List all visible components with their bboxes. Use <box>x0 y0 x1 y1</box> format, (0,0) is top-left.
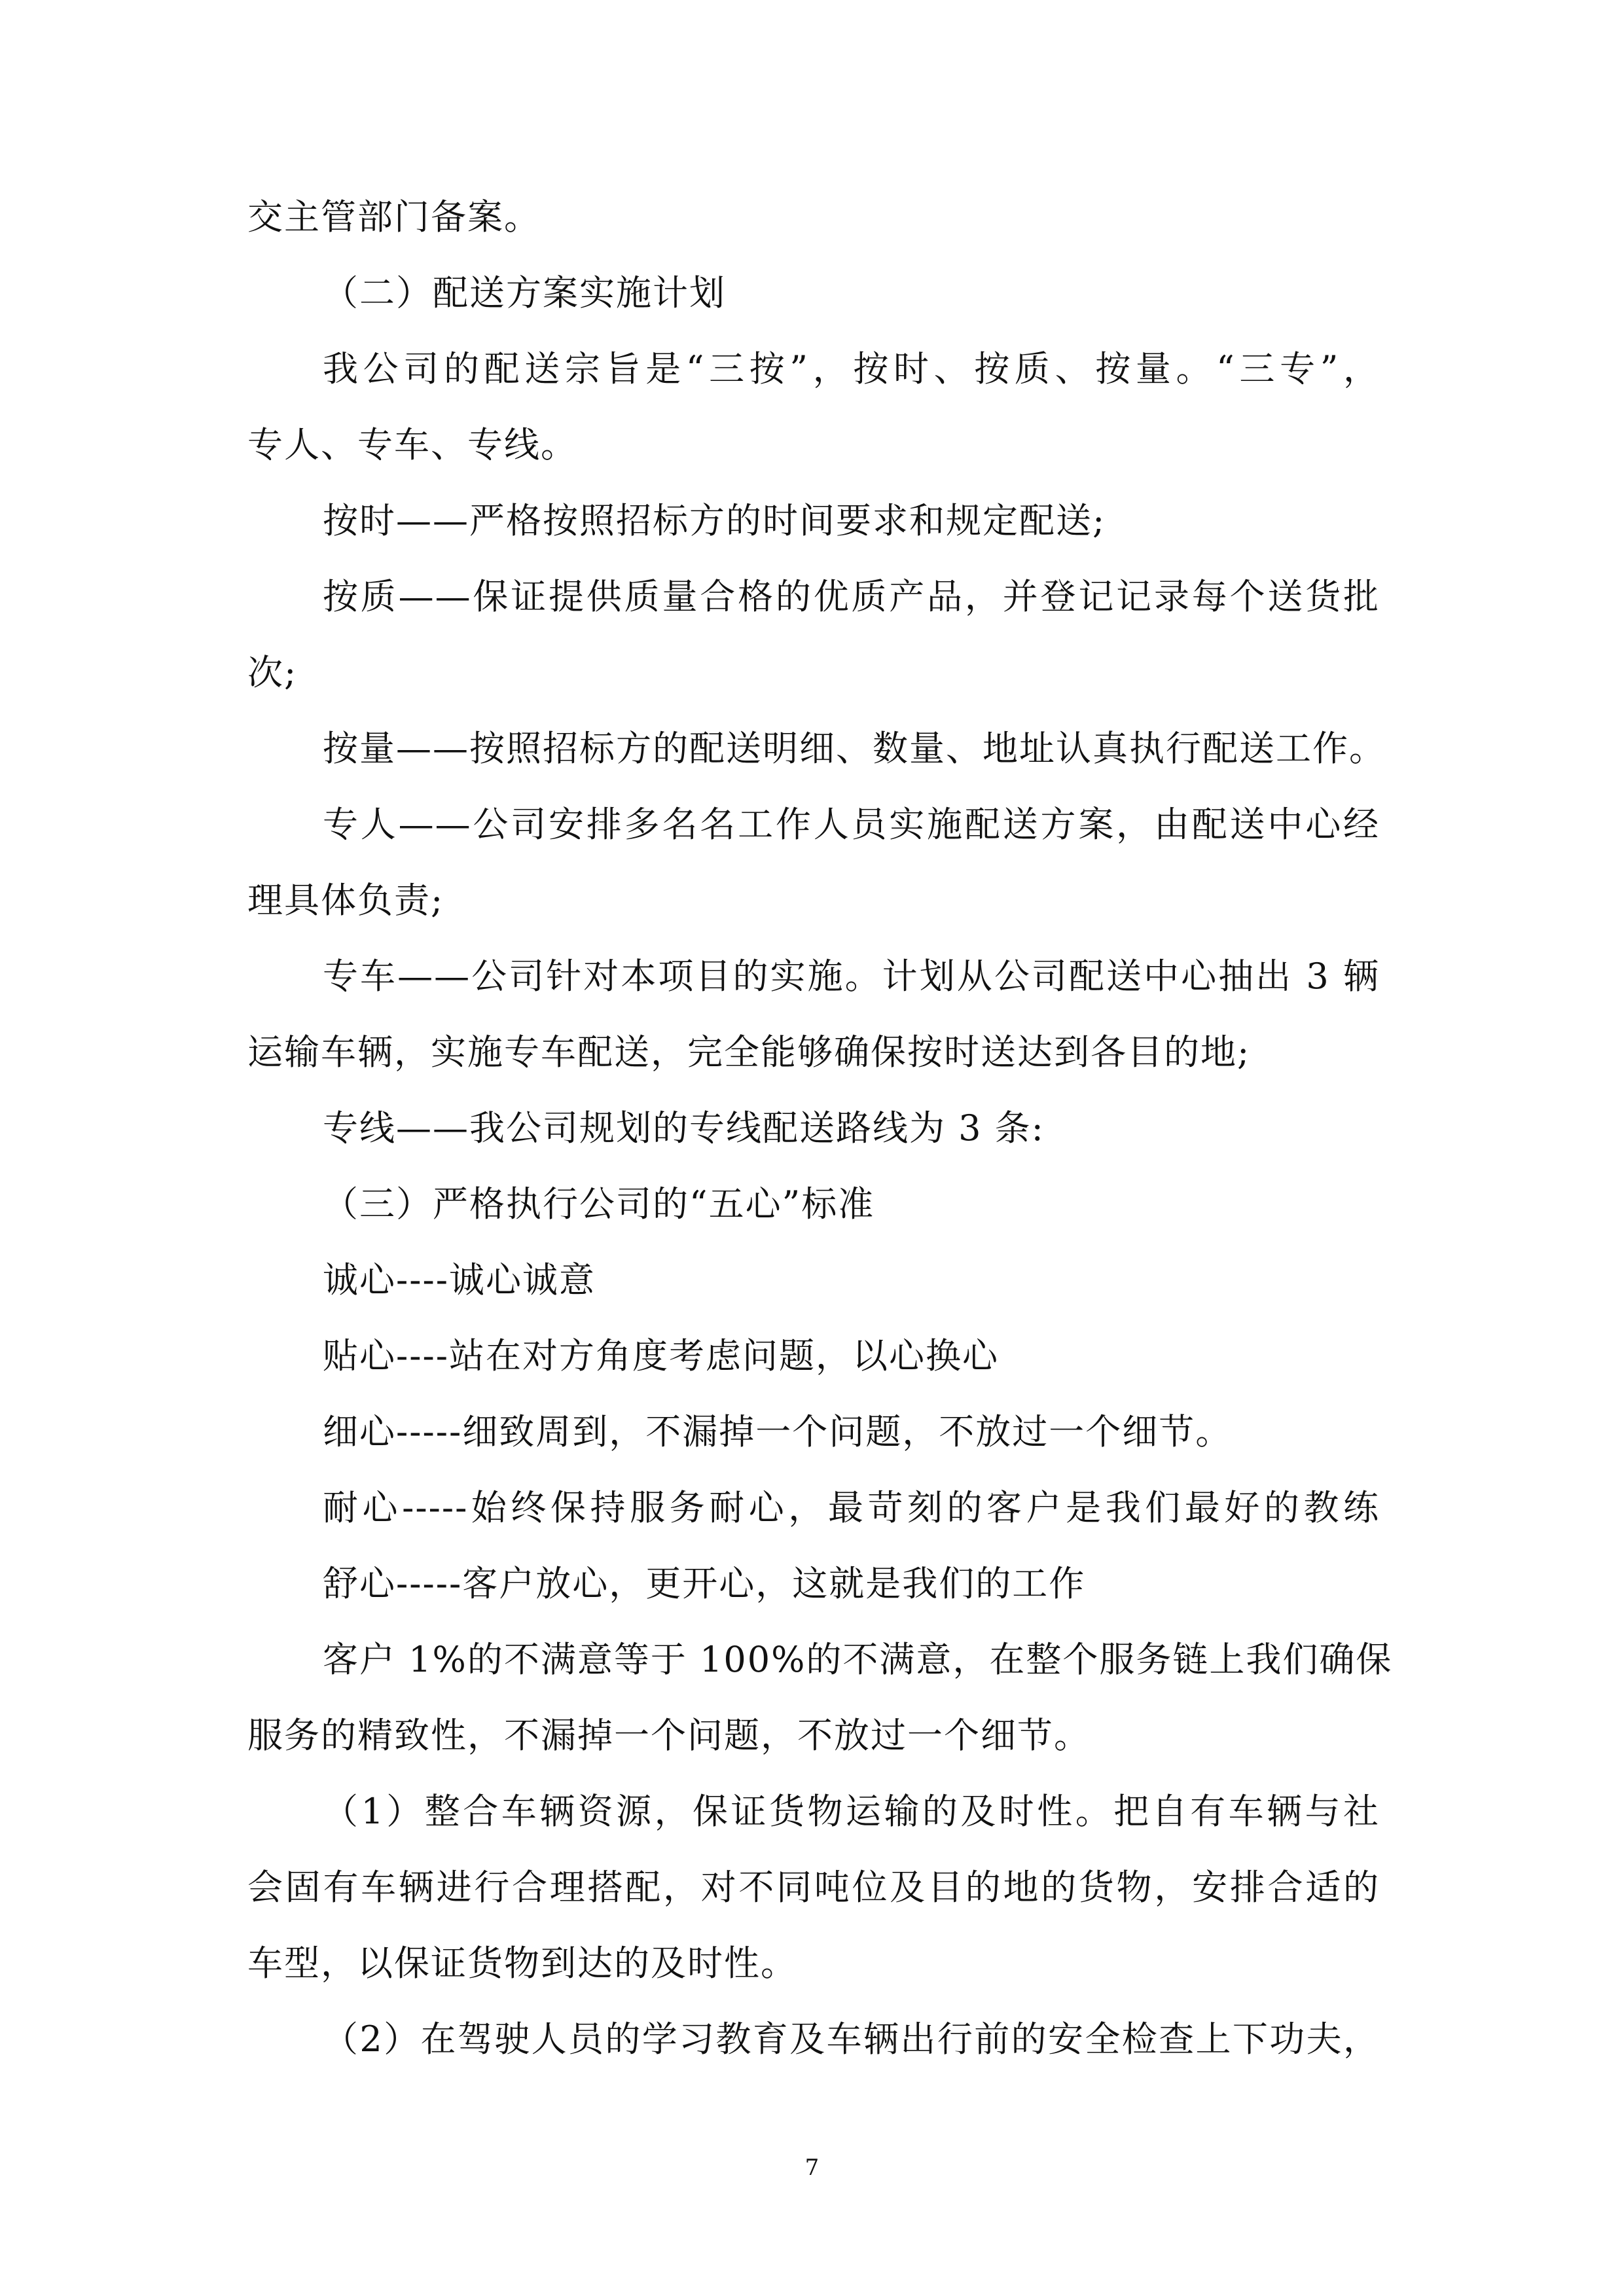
text-line-21: 服务的精致性，不漏掉一个问题，不放过一个细节。 <box>247 1715 1091 1756</box>
text-line-20: 客户 1%的不满意等于 100%的不满意，在整个服务链上我们确保 <box>323 1639 1393 1680</box>
page-number: 7 <box>804 2155 820 2181</box>
text-line-7: 次; <box>247 652 298 693</box>
text-line-22: （1）整合车辆资源，保证货物运输的及时性。把自有车辆与社 <box>323 1791 1380 1832</box>
text-line-13: 专线——我公司规划的专线配送路线为 3 条: <box>323 1107 1045 1149</box>
text-line-12: 运输车辆，实施专车配送，完全能够确保按时送达到各目的地; <box>247 1031 1251 1073</box>
text-line-16: 贴心----站在对方角度考虑问题，以心换心 <box>323 1335 999 1376</box>
text-line-9: 专人——公司安排多名名工作人员实施配送方案，由配送中心经 <box>323 804 1380 845</box>
text-line-11: 专车——公司针对本项目的实施。计划从公司配送中心抽出 3 辆 <box>323 956 1380 997</box>
text-line-23: 会固有车辆进行合理搭配，对不同吨位及目的地的货物，安排合适的 <box>247 1867 1380 1908</box>
text-line-5: 按时——严格按照招标方的时间要求和规定配送; <box>323 500 1106 541</box>
text-line-4: 专人、专车、专线。 <box>247 424 577 465</box>
text-line-19: 舒心-----客户放心，更开心，这就是我们的工作 <box>323 1563 1086 1604</box>
section-heading-3: （三）严格执行公司的“五心”标准 <box>323 1183 875 1225</box>
text-line-1: 交主管部门备案。 <box>247 196 541 238</box>
section-heading-2: （二）配送方案实施计划 <box>323 272 726 314</box>
text-line-25: （2）在驾驶人员的学习教育及车辆出行前的安全检查上下功夫， <box>323 2018 1380 2060</box>
text-line-10: 理具体负责; <box>247 880 444 921</box>
text-line-8: 按量——按照招标方的配送明细、数量、地址认真执行配送工作。 <box>323 728 1386 769</box>
text-line-18: 耐心-----始终保持服务耐心，最苛刻的客户是我们最好的教练 <box>323 1487 1380 1528</box>
text-line-15: 诚心----诚心诚意 <box>323 1259 596 1300</box>
text-line-6: 按质——保证提供质量合格的优质产品，并登记记录每个送货批 <box>323 576 1380 617</box>
text-line-3: 我公司的配送宗旨是“三按”，按时、按质、按量。“三专”， <box>323 348 1380 389</box>
text-line-17: 细心-----细致周到，不漏掉一个问题，不放过一个细节。 <box>323 1411 1233 1452</box>
text-line-24: 车型，以保证货物到达的及时性。 <box>247 1943 797 1984</box>
